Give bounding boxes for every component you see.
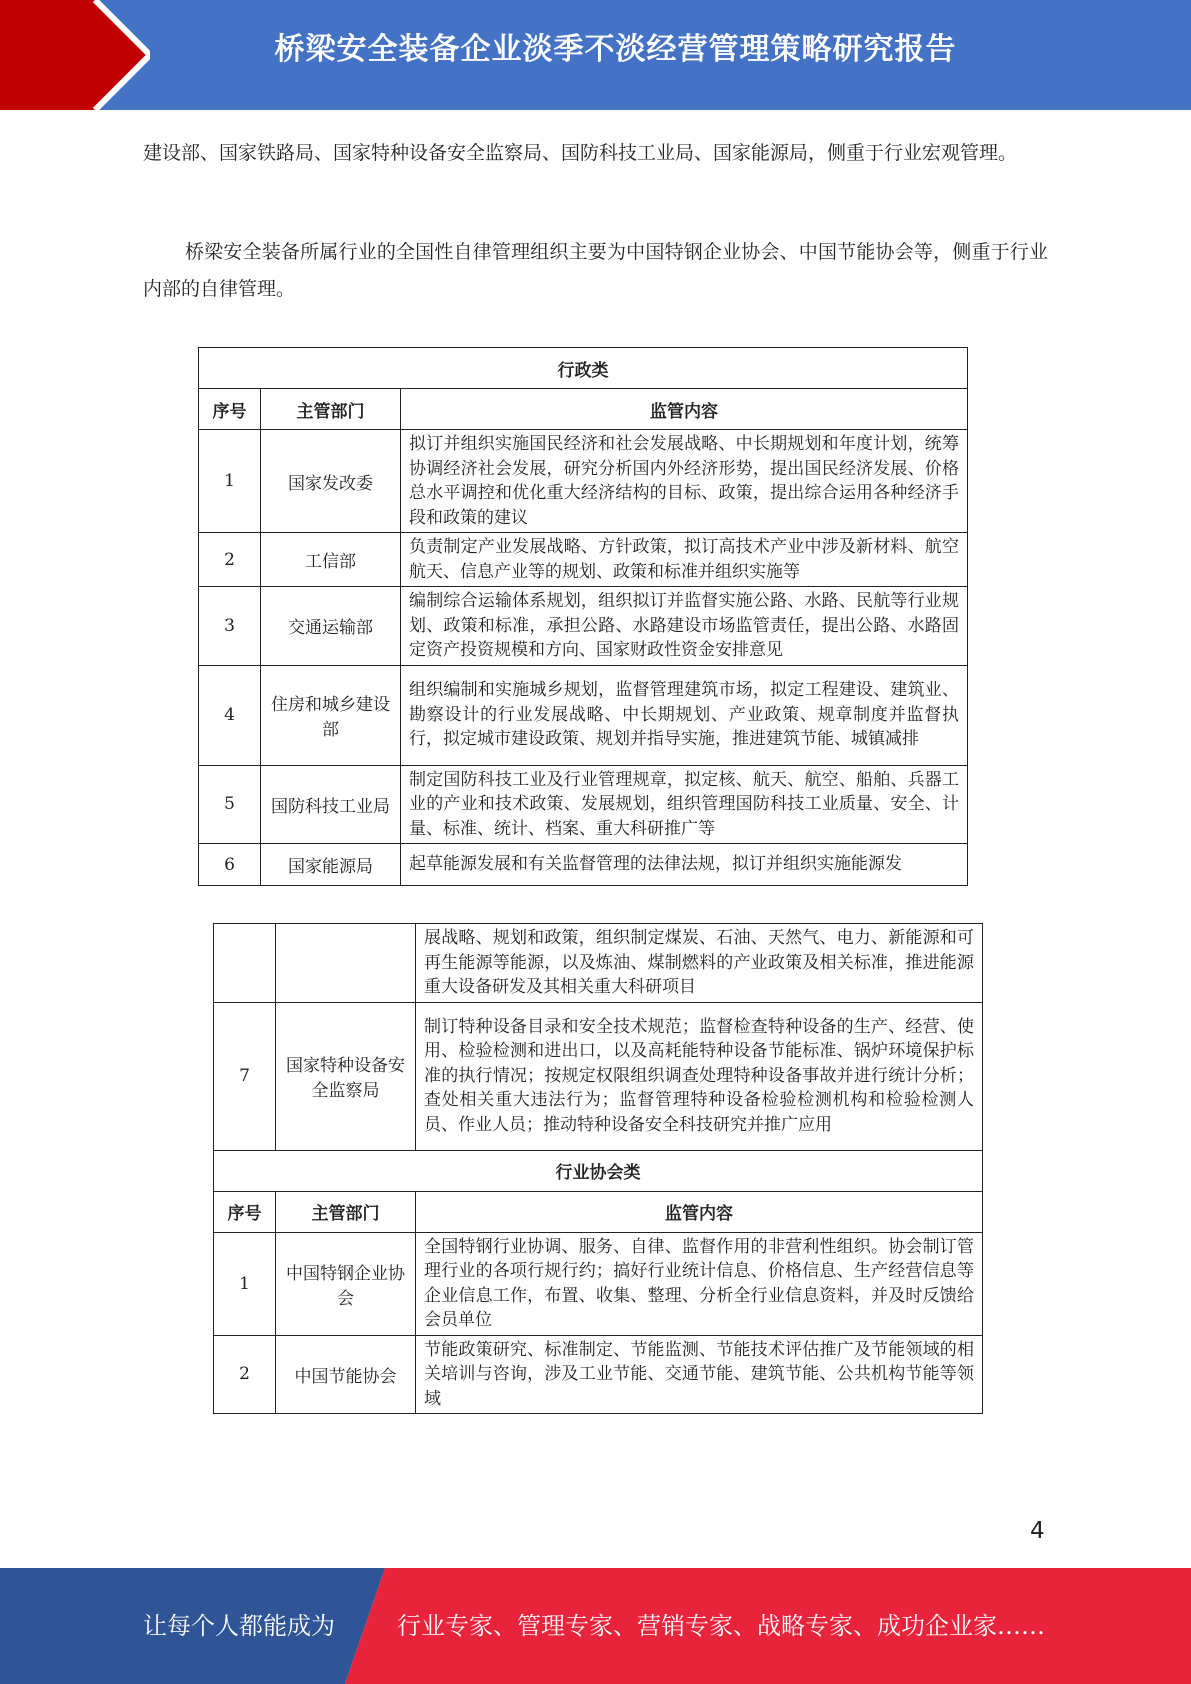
row-number: 2 — [214, 1335, 276, 1414]
row-content: 拟订并组织实施国民经济和社会发展战略、中长期规划和年度计划，统筹协调经济社会发展，研究分析国内外经济形势，提出国民经济发展、价格总水平调控和优化重大经济结构的目标、政策，提出综合运用各种经济手段和政策的建议 — [401, 430, 968, 533]
row-number: 5 — [199, 765, 261, 844]
table-row — [214, 1002, 983, 1150]
row-content: 负责制定产业发展战略、方针政策，拟订高技术产业中涉及新材料、航空航天、信息产业等的规划、政策和标准并组织实施等 — [401, 533, 968, 587]
table-section-title: 行业协会类 — [214, 1150, 983, 1191]
row-number: 1 — [199, 430, 261, 533]
row-content: 编制综合运输体系规划，组织拟订并监督实施公路、水路、民航等行业规划、政策和标准，承担公路、水路建设市场监管责任，提出公路、水路固定资产投资规模和方向、国家财政性资金安排意见 — [401, 587, 968, 666]
footer-slogan-right: 行业专家、管理专家、营销专家、战略专家、成功企业家…… — [397, 1612, 1045, 1640]
column-header-dept: 主管部门 — [276, 1191, 416, 1232]
page-footer — [0, 1568, 1191, 1684]
row-content: 制定国防科技工业及行业管理规章，拟定核、航天、航空、船舶、兵器工业的产业和技术政策、发展规划，组织管理国防科技工业质量、安全、计量、标准、统计、档案、重大科研推广等 — [401, 765, 968, 844]
table-row — [214, 1232, 983, 1335]
row-department: 中国特钢企业协会 — [276, 1232, 416, 1335]
empty-cell — [214, 924, 276, 1003]
table-row — [199, 533, 968, 587]
table-row-continued — [214, 924, 983, 1003]
row-content: 展战略、规划和政策，组织制定煤炭、石油、天然气、电力、新能源和可再生能源等能源，以及炼油、煤制燃料的产业政策及相关标准，推进能源重大设备研发及其相关重大科研项目 — [416, 924, 983, 1003]
row-content: 制订特种设备目录和安全技术规范；监督检查特种设备的生产、经营、使用、检验检测和进出口，以及高耗能特种设备节能标准、锅炉环境保护标准的执行情况；按规定权限组织调查处理特种设备事故并进行统计分析；查处相关重大违法行为；监督管理特种设备检验检测机构和检验检测人员、作业人员；推动特种设备安全科技研究并推广应用 — [416, 1002, 983, 1150]
row-content: 节能政策研究、标准制定、节能监测、节能技术评估推广及节能领域的相关培训与咨询，涉及工业节能、交通节能、建筑节能、公共机构节能等领域 — [416, 1335, 983, 1414]
row-department: 国家能源局 — [261, 844, 401, 886]
row-department: 国家发改委 — [261, 430, 401, 533]
table-row — [199, 587, 968, 666]
row-department: 国防科技工业局 — [261, 765, 401, 844]
table-row — [199, 430, 968, 533]
row-department: 中国节能协会 — [276, 1335, 416, 1414]
row-content: 全国特钢行业协调、服务、自律、监督作用的非营利性组织。协会制订管理行业的各项行规行约；搞好行业统计信息、价格信息、生产经营信息等企业信息工作，布置、收集、整理、分析全行业信息资料，并及时反馈给会员单位 — [416, 1232, 983, 1335]
table-section-title: 行政类 — [199, 348, 968, 389]
row-number: 7 — [214, 1002, 276, 1150]
row-number: 3 — [199, 587, 261, 666]
row-number: 1 — [214, 1232, 276, 1335]
table-row — [199, 665, 968, 765]
document-title: 桥梁安全装备企业淡季不淡经营管理策略研究报告 — [274, 32, 957, 67]
row-department: 交通运输部 — [261, 587, 401, 666]
page-header — [0, 0, 1191, 110]
row-number: 4 — [199, 665, 261, 765]
table-row — [214, 1335, 983, 1414]
body-paragraph-1: 建设部、国家铁路局、国家特种设备安全监察局、国防科技工业局、国家能源局，侧重于行业宏观管理。 — [143, 142, 1018, 164]
column-header-dept: 主管部门 — [261, 389, 401, 430]
row-number: 2 — [199, 533, 261, 587]
column-header-no: 序号 — [199, 389, 261, 430]
row-department: 国家特种设备安全监察局 — [276, 1002, 416, 1150]
table-row — [199, 844, 968, 886]
row-department: 住房和城乡建设部 — [261, 665, 401, 765]
body-paragraph-2: 桥梁安全装备所属行业的全国性自律管理组织主要为中国特钢企业协会、中国节能协会等，侧重于行业内部的自律管理。 — [143, 241, 1048, 300]
column-header-no: 序号 — [214, 1191, 276, 1232]
footer-slogan-left: 让每个人都能成为 — [143, 1612, 335, 1640]
regulator-table-associations — [213, 923, 983, 1414]
empty-cell — [276, 924, 416, 1003]
page-number: 4 — [1030, 1518, 1045, 1544]
regulator-table-administrative — [198, 347, 968, 886]
row-number: 6 — [199, 844, 261, 886]
row-content: 起草能源发展和有关监督管理的法律法规，拟订并组织实施能源发 — [401, 844, 968, 886]
column-header-content: 监管内容 — [401, 389, 968, 430]
column-header-content: 监管内容 — [416, 1191, 983, 1232]
row-content: 组织编制和实施城乡规划，监督管理建筑市场，拟定工程建设、建筑业、勘察设计的行业发展战略、中长期规划、产业政策、规章制度并监督执行，拟定城市建设政策、规划并指导实施，推进建筑节能、城镇减排 — [401, 665, 968, 765]
table-row — [199, 765, 968, 844]
row-department: 工信部 — [261, 533, 401, 587]
